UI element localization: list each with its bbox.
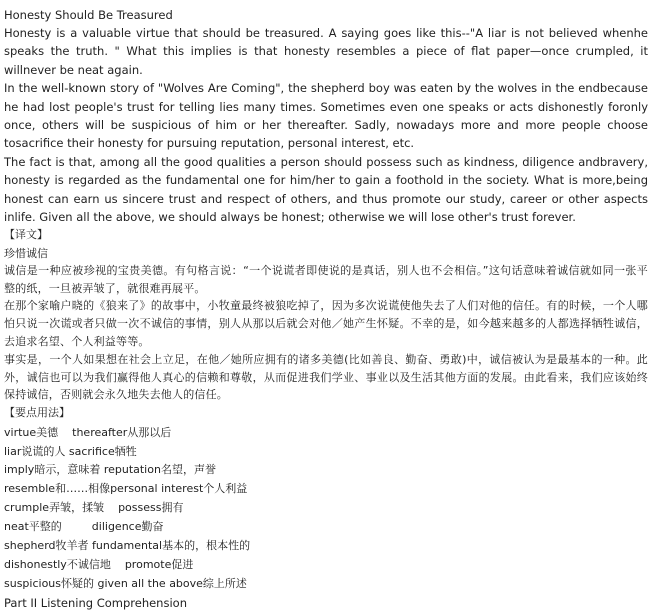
vocab-term: crumple弄皱，揉皱 [4, 501, 105, 515]
chinese-paragraph: 在那个家喻户晓的《狼来了》的故事中，小牧童最终被狼吃掉了，因为多次说谎使他失去了人们对他的信任。有的时候，一个人哪怕只说一次谎或者只做一次不诚信的事情，别人从那以后就会对他／她产生怀疑。不幸的是，如今越来越多的人都选择牺牲诚信，去追求名望、个人利益等等。 [4, 299, 648, 349]
vocab-term: resemble和……相像personal interest个人利益 [4, 482, 248, 496]
vocab-item [4, 424, 648, 443]
vocab-term: neat平整的 [4, 520, 62, 534]
english-paragraph: In the well-known story of "Wolves Are Coming", the shepherd boy was eaten by the wolves in the endbecause he had lost people's trust for telling lies many times. Sometimes even one speaks or acts dishonestly foronly once, others will be suspicious of him or her thereafter. Sadly, nowadays more and more people choose tosacrifice their honesty for pursuing reputation, personal interest, etc. [4, 81, 648, 151]
translation-heading: 【译文】 [4, 228, 48, 242]
vocab-item [4, 480, 648, 499]
vocab-item [4, 518, 648, 537]
vocab-term: possess拥有 [118, 501, 184, 515]
vocab-term: shepherd牧羊者 fundamental基本的，根本性的 [4, 539, 251, 553]
vocab-term: thereafter从那以后 [72, 425, 172, 439]
vocab-item [4, 537, 648, 556]
vocab-term: liar说谎的人 sacrifice牺牲 [4, 444, 137, 458]
vocab-list [4, 424, 648, 594]
section-heading: Part II Listening Comprehension [4, 595, 187, 610]
vocab-item [4, 461, 648, 480]
english-paragraph: Honesty is a valuable virtue that should be treasured. A saying goes like this--"A liar is not believed whenhe speaks the truth. " What this implies is that honesty resembles a piece of flat paper—once crumpled, it willnever be neat again. [4, 26, 648, 77]
vocab-item [4, 556, 648, 575]
vocab-term: dishonestly不诚信地 [4, 558, 111, 571]
article [4, 6, 648, 612]
vocab-item [4, 499, 648, 518]
vocab-term: diligence勤奋 [91, 520, 164, 534]
chinese-paragraph: 诚信是一种应被珍视的宝贵美德。有句格言说：“一个说谎者即使说的是真话，别人也不会相信。”这句话意味着诚信就如同一张平整的纸，一旦被弄皱了，就很难再展平。 [4, 263, 648, 295]
article-title: Honesty Should Be Treasured [4, 8, 173, 22]
english-paragraph: The fact is that, among all the good qualities a person should possess such as kindness, diligence andbravery, honesty is regarded as the fundamental one for him/her to gain a foothold in the society. What is more,being honest can earn us sincere trust and respect of others, and thus promote our study, career or other aspects inlife. Given all the above, we should always be honest; otherwise we will lose other's trust forever. [4, 154, 648, 225]
vocab-item [4, 443, 648, 462]
vocab-term: promote促进 [124, 558, 194, 571]
vocab-term: virtue美德 [4, 425, 59, 439]
vocab-term: suspicious怀疑的 given all the above综上所述 [4, 576, 247, 590]
translation-title: 珍惜诚信 [4, 246, 48, 260]
vocab-heading: 【要点用法】 [4, 406, 70, 420]
vocab-item [4, 575, 648, 594]
chinese-paragraph: 事实是，一个人如果想在社会上立足，在他／她所应拥有的诸多美德(比如善良、勤奋、勇敢)中，诚信被认为是最基本的一种。此外，诚信也可以为我们赢得他人真心的信赖和尊敬，从而促进我们学业、事业以及生活其他方面的发展。由此看来，我们应该始终保持诚信，否则就会永久地失去他人的信任。 [4, 352, 648, 402]
vocab-term: imply暗示，意味着 reputation名望，声誉 [4, 463, 216, 477]
